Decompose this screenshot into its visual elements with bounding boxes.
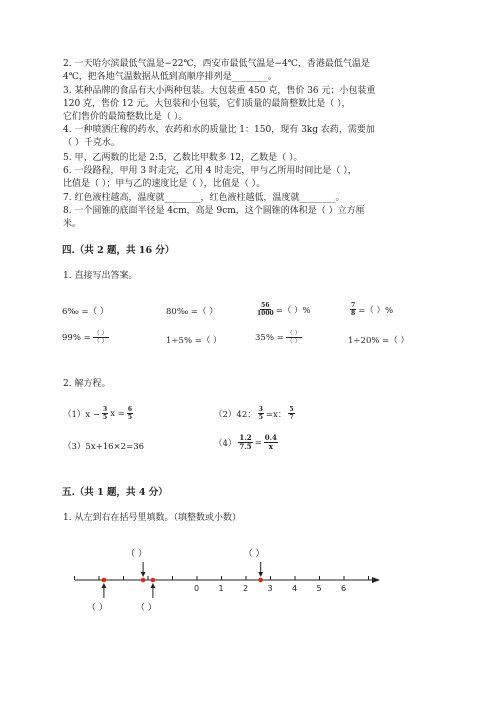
number-line-label: 2 — [243, 584, 249, 593]
number-line-point — [102, 578, 107, 583]
calc-56-over-1000: $\frac{56}{1000}$ =（ ）% — [257, 302, 311, 317]
fraction: $\frac{3}{5}$ — [258, 406, 263, 421]
section4-q2-title: 2. 解方程。 — [63, 379, 111, 389]
answer-blank[interactable]: （ ） — [86, 603, 108, 613]
fraction: $\frac{5}{7}$ — [289, 406, 294, 421]
problem-line: 5. 甲、乙两数的比是 2:5，乙数比甲数多 12，乙数是（ ）。 — [63, 153, 303, 163]
calc-1-div-5-percent: 1÷5% =（ ） — [166, 336, 222, 346]
section5-q1-title: 1. 从左到右在括号里填数。（填整数或小数） — [63, 513, 241, 523]
pointer-arrowhead — [141, 572, 146, 577]
blank-fraction[interactable]: $\frac{( )}{( )}$ — [286, 330, 301, 345]
fraction: $\frac{1.2}{7.5}$ — [239, 433, 252, 451]
number-line-point — [141, 578, 146, 583]
section4-heading: 四.（共 2 题，共 16 分） — [62, 245, 175, 256]
equation-2: （2）42： $\frac{3}{5}$ =x： $\frac{5}{7}$ — [214, 406, 294, 421]
section4-q1-title: 1. 直接写出答案。 — [63, 271, 138, 281]
answer-blank[interactable]: （ ） — [126, 549, 147, 559]
problem-line: 2. 一天哈尔滨最低气温是−22℃，西安市最低气温是−4℃，香港最低气温是 — [63, 59, 370, 69]
number-line-label: 6 — [341, 584, 347, 593]
number-line-point — [151, 578, 156, 583]
problem-line: 3. 某种品牌的食品有大小两种包装。大包装重 450 克，售价 36 元；小包装重 — [63, 86, 376, 96]
section5-heading: 五.（共 1 题，共 4 分） — [62, 487, 168, 498]
calc-1-div-20-percent: 1÷20% =（ ） — [348, 336, 409, 346]
calc-80-permille: 80‰ =（ ） — [166, 307, 218, 317]
fraction: $\frac{3}{5}$ — [103, 406, 108, 421]
number-line-point — [258, 578, 263, 583]
problem-line: 7. 红色液柱越高，温度就________，红色液柱越低，温度就________。 — [63, 193, 345, 203]
problem-line: 8. 一个圆锥的底面半径是 4cm，高是 9cm，这个圆锥的体积是（ ）立方厘 — [63, 206, 365, 216]
number-line-label: 3 — [267, 584, 273, 593]
problem-line: 6. 一段路程，甲用 3 时走完，乙用 4 时走完，甲与乙所用时间比是（ ）， — [63, 166, 357, 176]
equation-4: （4） $\frac{1.2}{7.5}$ = $\frac{0.4}{x}$ — [214, 433, 277, 451]
problem-line: 它们售价的最简整数比是（ ）。 — [63, 112, 188, 122]
calc-6-permille: 6‰ =（ ） — [62, 307, 109, 317]
number-line-label: 1 — [218, 584, 224, 593]
calc-35-percent: 35% = $\frac{( )}{( )}$ — [255, 330, 301, 345]
problem-line: 4. 一种喷洒庄稼的药水，农药和水的质量比 1：150，现有 3kg 农药，需要加 — [63, 125, 375, 135]
problem-line: （ ）千克水。 — [63, 138, 120, 148]
equation-1: （1）x − $\frac{3}{5}$ x = $\frac{6}{5}$ — [63, 406, 133, 421]
pointer-arrowhead — [258, 572, 263, 577]
calc-7-over-8: $\frac{7}{8}$ =（ ）% — [351, 302, 394, 317]
problem-line: 米。 — [63, 219, 82, 229]
blank-fraction[interactable]: $\frac{( )}{( )}$ — [93, 330, 108, 345]
answer-blank[interactable]: （ ） — [243, 549, 265, 559]
pointer-arrowhead — [150, 583, 155, 588]
fraction: $\frac{56}{1000}$ — [257, 302, 274, 317]
calc-99-percent: 99% = $\frac{( )}{( )}$ — [62, 330, 108, 345]
fraction: $\frac{0.4}{x}$ — [264, 433, 277, 451]
number-line-arrowhead — [372, 577, 380, 583]
equation-3: （3）5x+16×2=36 — [63, 442, 145, 452]
fraction: $\frac{7}{8}$ — [351, 302, 356, 317]
problem-line: 比值是（ ）；甲与乙的速度比是（ ），比值是（ ）。 — [63, 179, 266, 189]
fraction: $\frac{6}{5}$ — [127, 406, 133, 421]
number-line-label: 4 — [292, 584, 298, 593]
number-line-label: 0 — [194, 584, 200, 593]
problem-line: 4℃，把各地气温数据从低到高顺序排列是________。 — [63, 72, 277, 82]
number-line-label: 5 — [316, 584, 322, 593]
pointer-arrowhead — [101, 583, 106, 588]
problem-line: 120 克，售价 12 元。大包装和小包装，它们质量的最简整数比是（ ）， — [63, 99, 351, 109]
answer-blank[interactable]: （ ） — [135, 603, 157, 613]
